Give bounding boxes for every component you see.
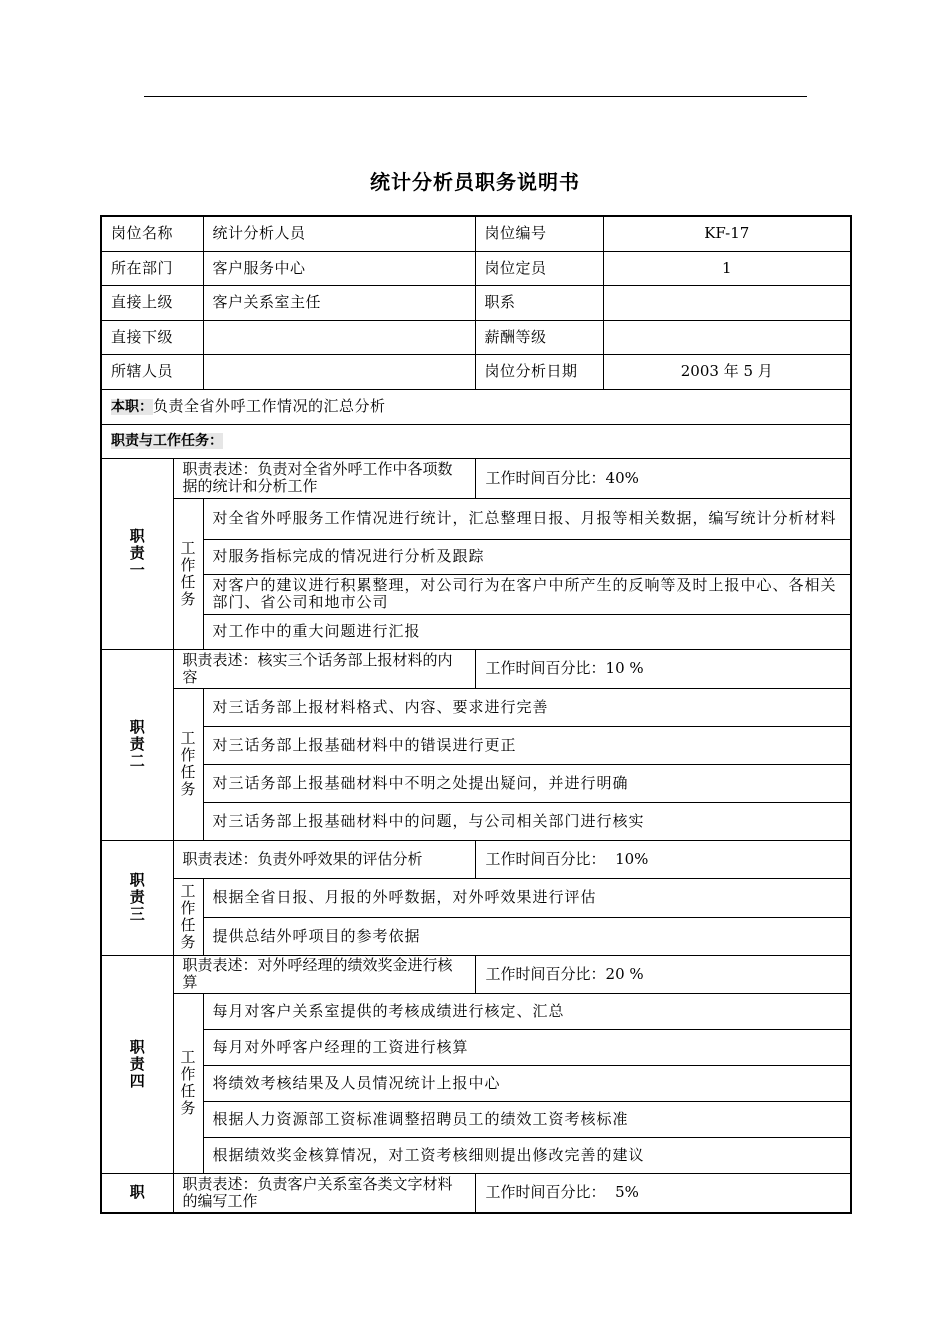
duties-label: 职责与工作任务： <box>111 433 223 449</box>
header-rule <box>144 96 807 97</box>
task-item: 对三话务部上报材料格式、内容、要求进行完善 <box>203 688 851 726</box>
info-label: 所辖人员 <box>101 354 203 389</box>
duty-4-title: 职 责 四 <box>101 955 173 1173</box>
task-item: 对三话务部上报基础材料中不明之处提出疑问，并进行明确 <box>203 764 851 802</box>
duty-statement-row <box>101 649 851 688</box>
benzhi-row <box>101 389 851 424</box>
task-item: 根据绩效奖金核算情况，对工资考核细则提出修改完善的建议 <box>203 1137 851 1173</box>
info-row <box>101 251 851 285</box>
duty-percent: 工作时间百分比： 10% <box>475 840 851 878</box>
info-value <box>203 354 475 389</box>
info-label: 直接上级 <box>101 285 203 320</box>
task-row <box>101 917 851 955</box>
info-value: 客户关系室主任 <box>203 285 475 320</box>
duty-5-title: 职 <box>101 1173 173 1213</box>
info-value: KF-17 <box>603 216 851 251</box>
duty-statement-row <box>101 458 851 498</box>
duty-percent: 工作时间百分比： 5% <box>475 1173 851 1213</box>
duty-percent: 工作时间百分比：10 % <box>475 649 851 688</box>
info-value <box>603 320 851 354</box>
work-task-label: 工作 任务 <box>173 878 203 955</box>
info-label: 岗位编号 <box>475 216 603 251</box>
info-value <box>203 320 475 354</box>
task-row <box>101 498 851 539</box>
info-label: 所在部门 <box>101 251 203 285</box>
duty-statement: 职责表述：负责外呼效果的评估分析 <box>173 840 475 878</box>
info-label: 岗位分析日期 <box>475 354 603 389</box>
work-task-label: 工作 任务 <box>173 993 203 1173</box>
info-value <box>603 285 851 320</box>
duty-statement: 职责表述：对外呼经理的绩效奖金进行核算 <box>173 955 475 993</box>
info-label: 岗位定员 <box>475 251 603 285</box>
task-row <box>101 1029 851 1065</box>
info-row <box>101 216 851 251</box>
task-row <box>101 878 851 917</box>
task-row <box>101 993 851 1029</box>
task-item: 对客户的建议进行积累整理，对公司行为在客户中所产生的反响等及时上报中心、各相关部门、省公司和地市公司 <box>203 574 851 614</box>
task-item: 对三话务部上报基础材料中的错误进行更正 <box>203 726 851 764</box>
task-item: 对服务指标完成的情况进行分析及跟踪 <box>203 539 851 574</box>
task-item: 每月对客户关系室提供的考核成绩进行核定、汇总 <box>203 993 851 1029</box>
info-label: 岗位名称 <box>101 216 203 251</box>
task-item: 每月对外呼客户经理的工资进行核算 <box>203 1029 851 1065</box>
duty-percent: 工作时间百分比：40% <box>475 458 851 498</box>
task-row <box>101 539 851 574</box>
info-label: 薪酬等级 <box>475 320 603 354</box>
duty-3-title: 职 责 三 <box>101 840 173 955</box>
task-item: 根据人力资源部工资标准调整招聘员工的绩效工资考核标准 <box>203 1101 851 1137</box>
duty-statement-row <box>101 1173 851 1213</box>
work-task-label: 工作 任务 <box>173 688 203 840</box>
task-row <box>101 1101 851 1137</box>
info-row <box>101 285 851 320</box>
info-label: 职系 <box>475 285 603 320</box>
info-row <box>101 354 851 389</box>
task-row <box>101 1065 851 1101</box>
duty-1-title: 职 责 一 <box>101 458 173 649</box>
task-item: 对工作中的重大问题进行汇报 <box>203 614 851 649</box>
duty-statement: 职责表述：负责对全省外呼工作中各项数据的统计和分析工作 <box>173 458 475 498</box>
benzhi-label: 本职： <box>111 398 153 415</box>
duty-statement-row <box>101 840 851 878</box>
task-item: 提供总结外呼项目的参考依据 <box>203 917 851 955</box>
duty-statement: 职责表述：负责客户关系室各类文字材料的编写工作 <box>173 1173 475 1213</box>
task-row <box>101 764 851 802</box>
duty-statement: 职责表述：核实三个话务部上报材料的内容 <box>173 649 475 688</box>
task-row <box>101 688 851 726</box>
duty-2-title: 职 责 二 <box>101 649 173 840</box>
task-row <box>101 574 851 614</box>
duty-statement-row <box>101 955 851 993</box>
info-row <box>101 320 851 354</box>
job-description-table <box>100 215 852 1214</box>
task-item: 将绩效考核结果及人员情况统计上报中心 <box>203 1065 851 1101</box>
task-item: 对三话务部上报基础材料中的问题，与公司相关部门进行核实 <box>203 802 851 840</box>
info-label: 直接下级 <box>101 320 203 354</box>
task-row <box>101 802 851 840</box>
info-value: 客户服务中心 <box>203 251 475 285</box>
duties-header-row <box>101 424 851 458</box>
info-value: 1 <box>603 251 851 285</box>
task-row <box>101 726 851 764</box>
task-row <box>101 614 851 649</box>
task-item: 根据全省日报、月报的外呼数据，对外呼效果进行评估 <box>203 878 851 917</box>
info-value: 2003 年 5 月 <box>603 354 851 389</box>
info-value: 统计分析人员 <box>203 216 475 251</box>
task-row <box>101 1137 851 1173</box>
task-item: 对全省外呼服务工作情况进行统计，汇总整理日报、月报等相关数据，编写统计分析材料 <box>203 498 851 539</box>
duty-percent: 工作时间百分比：20 % <box>475 955 851 993</box>
document-title: 统计分析员职务说明书 <box>370 170 580 194</box>
benzhi-text: 负责全省外呼工作情况的汇总分析 <box>153 396 386 415</box>
work-task-label: 工作 任务 <box>173 498 203 649</box>
